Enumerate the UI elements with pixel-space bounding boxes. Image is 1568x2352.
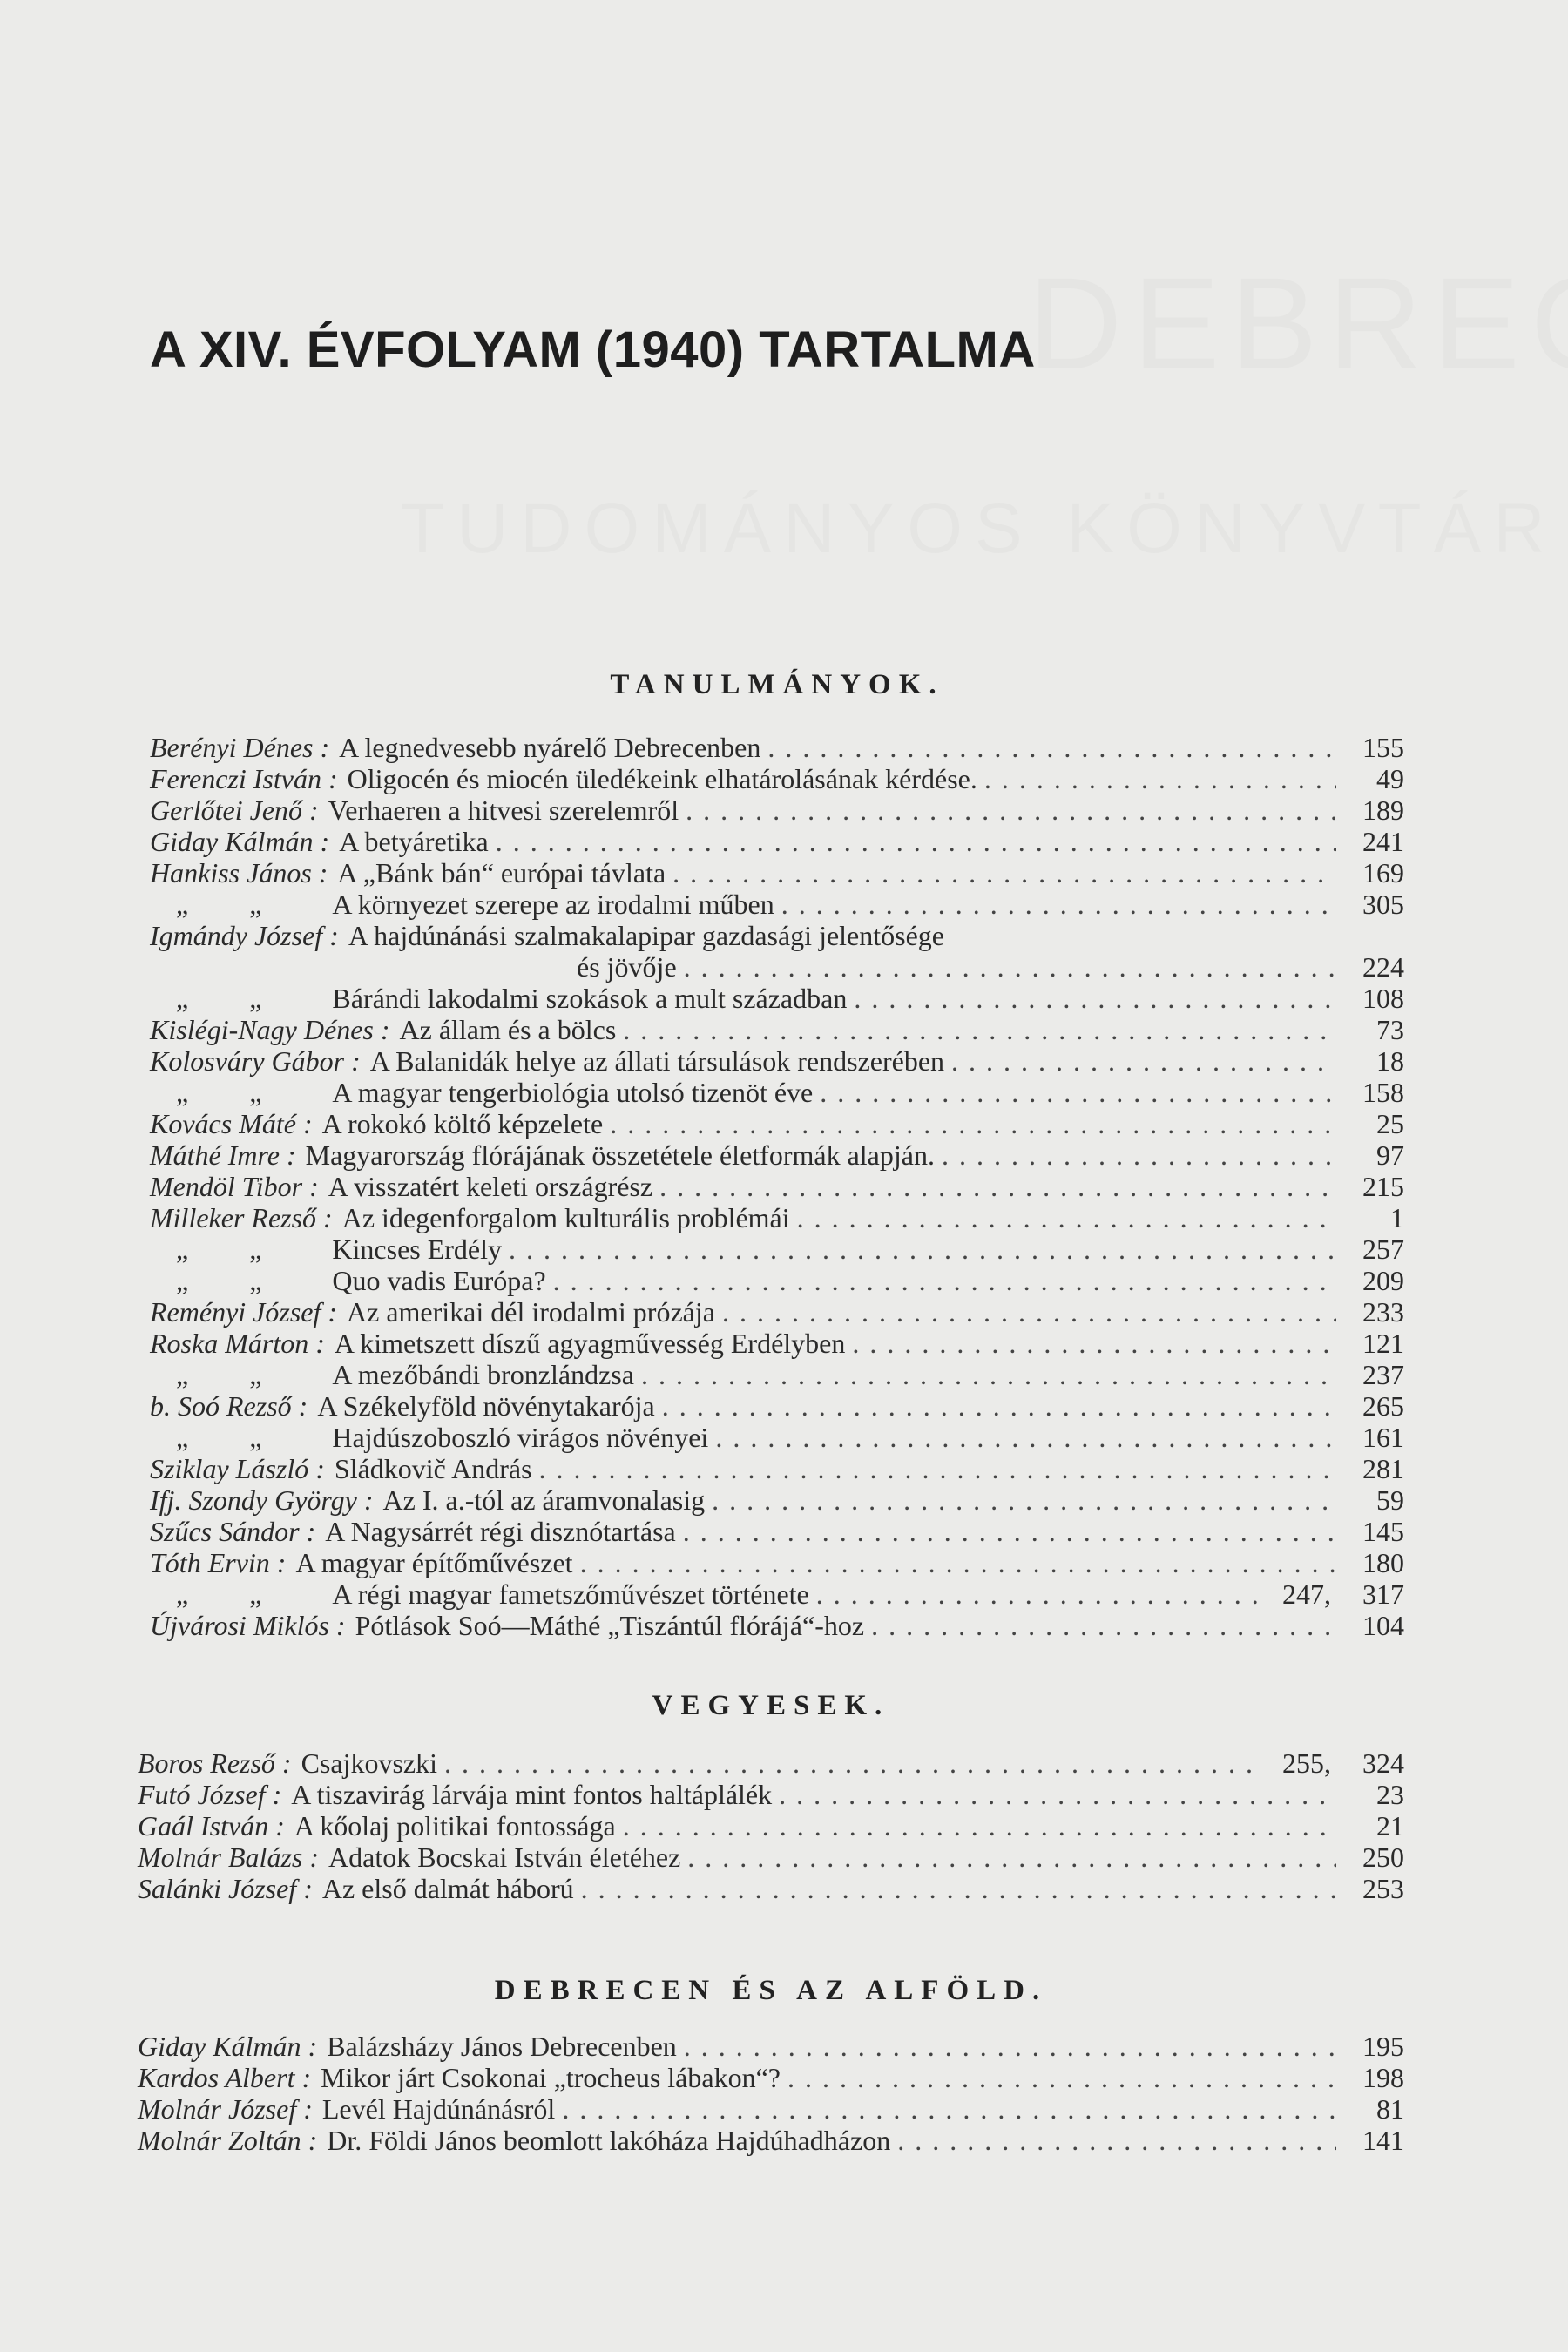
toc-entry	[150, 1547, 1404, 1578]
entry-page: 108	[1362, 983, 1404, 1014]
entry-author: Máthé Imre :	[150, 1139, 296, 1171]
toc-entry	[138, 1747, 1404, 1779]
entry-page: 281	[1362, 1453, 1404, 1484]
entry-author: Boros Rezső :	[138, 1747, 292, 1779]
ditto-mark-author: „	[176, 1077, 189, 1108]
toc-entry	[150, 1171, 1404, 1202]
toc-entry	[138, 2062, 1404, 2093]
entry-page: 121	[1362, 1328, 1404, 1359]
entry-page: 317	[1362, 1578, 1404, 1610]
entry-title: A mezőbándi bronzlándzsa	[332, 1359, 634, 1390]
ditto-mark	[150, 1578, 322, 1610]
entry-list	[138, 2031, 1404, 2156]
entry-title: Adatok Bocskai István életéhez	[328, 1842, 681, 1873]
page-title: A XIV. ÉVFOLYAM (1940) TARTALMA	[150, 321, 1036, 378]
toc-entry	[150, 983, 1404, 1014]
entry-author: Kardos Albert :	[138, 2062, 312, 2093]
dot-leader	[623, 1014, 1336, 1045]
toc-entry	[150, 951, 1404, 983]
entry-list	[150, 732, 1404, 1641]
entry-page: 104	[1362, 1610, 1404, 1641]
entry-page: 241	[1362, 826, 1404, 857]
entry-title: A legnedvesebb nyárelő Debrecenben	[339, 732, 761, 763]
ditto-mark	[150, 1422, 322, 1453]
entry-list	[138, 1747, 1404, 1904]
entry-author: Kislégi-Nagy Dénes :	[150, 1014, 390, 1045]
entry-author: Salánki József :	[138, 1873, 313, 1904]
toc-entry	[138, 1873, 1404, 1904]
entry-author: Kovács Máté :	[150, 1108, 313, 1139]
dot-leader	[984, 763, 1336, 794]
toc-entry	[150, 889, 1404, 920]
entry-page: 265	[1362, 1390, 1404, 1422]
entry-author: Molnár József :	[138, 2093, 313, 2125]
entry-title: A visszatért keleti országrész	[328, 1171, 653, 1202]
toc-entry	[150, 1265, 1404, 1296]
entry-page: 180	[1362, 1547, 1404, 1578]
entry-title: Pótlások Soó—Máthé „Tiszántúl flórájá“-hoz	[355, 1610, 865, 1641]
toc-entry	[138, 2031, 1404, 2062]
dot-leader	[871, 1610, 1336, 1641]
toc-entry	[150, 1014, 1404, 1045]
entry-author: Reményi József :	[150, 1296, 338, 1328]
entry-page: 73	[1376, 1014, 1404, 1045]
ditto-mark-author: „	[176, 983, 189, 1014]
entry-page: 18	[1376, 1045, 1404, 1077]
entry-page: 161	[1362, 1422, 1404, 1453]
entry-author: Gaál István :	[138, 1810, 285, 1842]
toc-entry	[150, 1202, 1404, 1233]
toc-entry	[150, 1578, 1404, 1610]
dot-leader	[662, 1390, 1336, 1422]
toc-entry	[150, 1296, 1404, 1328]
entry-title: A hajdúnánási szalmakalapipar gazdasági jelentősége	[348, 920, 944, 951]
dot-leader	[659, 1171, 1336, 1202]
entry-page: 255,	[1282, 1747, 1331, 1779]
toc-entry	[150, 732, 1404, 763]
entry-author: Berényi Dénes :	[150, 732, 330, 763]
dot-leader	[539, 1453, 1336, 1484]
entry-page: 237	[1362, 1359, 1404, 1390]
ditto-mark-author: „	[176, 889, 189, 920]
entry-author: Mendöl Tibor :	[150, 1171, 319, 1202]
ditto-mark-author: „	[249, 1359, 262, 1390]
entry-page: 1	[1390, 1202, 1404, 1233]
entry-author: Giday Kálmán :	[138, 2031, 318, 2062]
entry-title: Az állam és a bölcs	[399, 1014, 617, 1045]
toc-entry	[150, 1610, 1404, 1641]
entry-title: Hajdúszoboszló virágos növényei	[332, 1422, 709, 1453]
entry-pages	[1265, 1578, 1404, 1610]
watermark-text	[1028, 248, 1568, 399]
dot-leader	[854, 983, 1336, 1014]
section-heading: VEGYESEK.	[652, 1690, 890, 1721]
entry-title: Mikor járt Csokonai „trocheus lábakon“?	[321, 2062, 781, 2093]
dot-leader	[712, 1484, 1336, 1516]
ditto-mark-author: „	[249, 1233, 262, 1265]
entry-page: 155	[1362, 732, 1404, 763]
entry-title: Levél Hajdúnánásról	[321, 2093, 556, 2125]
entry-author: Molnár Zoltán :	[138, 2125, 318, 2156]
toc-entry	[150, 1359, 1404, 1390]
ditto-mark-author: „	[249, 983, 262, 1014]
entry-author: Roska Márton :	[150, 1328, 325, 1359]
entry-author: Kolosváry Gábor :	[150, 1045, 361, 1077]
entry-page: 195	[1362, 2031, 1404, 2062]
dot-leader	[767, 732, 1336, 763]
entry-title: A Nagysárrét régi disznótartása	[325, 1516, 676, 1547]
entry-page: 257	[1362, 1233, 1404, 1265]
entry-title: Az I. a.-tól az áramvonalasig	[382, 1484, 706, 1516]
entry-page: 25	[1376, 1108, 1404, 1139]
ditto-mark-author: „	[176, 1233, 189, 1265]
entry-title: Kincses Erdély	[332, 1233, 503, 1265]
dot-leader	[623, 1810, 1336, 1842]
entry-title: Dr. Földi János beomlott lakóháza Hajdúhadházon	[327, 2125, 891, 2156]
entry-title: Balázsházy János Debrecenben	[327, 2031, 677, 2062]
toc-entry	[150, 1516, 1404, 1547]
entry-author: Hankiss János :	[150, 857, 328, 889]
section-tanulmanyok	[150, 669, 1404, 1641]
entry-page: 209	[1362, 1265, 1404, 1296]
entry-title: A Székelyföld növénytakarója	[317, 1390, 655, 1422]
toc-entry	[138, 2093, 1404, 2125]
entry-page: 21	[1376, 1810, 1404, 1842]
entry-page: 81	[1376, 2093, 1404, 2125]
dot-leader	[562, 2093, 1336, 2125]
entry-page: 224	[1362, 951, 1404, 983]
dot-leader	[610, 1108, 1336, 1139]
entry-title: A betyáretika	[339, 826, 489, 857]
entry-title: A régi magyar fametszőművészet története	[332, 1578, 809, 1610]
entry-title: Verhaeren a hitvesi szerelemről	[328, 794, 679, 826]
section-debrecen	[138, 1975, 1404, 2156]
ditto-mark-author: „	[249, 1422, 262, 1453]
dot-leader	[897, 2125, 1336, 2156]
dot-leader	[797, 1202, 1336, 1233]
ditto-mark-author: „	[249, 889, 262, 920]
entry-page: 305	[1362, 889, 1404, 920]
entry-page: 324	[1362, 1747, 1404, 1779]
dot-leader	[779, 1779, 1336, 1810]
toc-entry	[150, 1422, 1404, 1453]
entry-title: Bárándi lakodalmi szokások a mult században	[332, 983, 848, 1014]
toc-entry	[138, 1779, 1404, 1810]
ditto-mark-author: „	[176, 1359, 189, 1390]
toc-entry	[150, 1390, 1404, 1422]
toc-entry	[138, 2125, 1404, 2156]
entry-pages	[1265, 1747, 1404, 1779]
dot-leader	[684, 951, 1336, 983]
toc-entry	[150, 1328, 1404, 1359]
toc-entry	[150, 763, 1404, 794]
ditto-mark	[150, 1359, 322, 1390]
dot-leader	[715, 1422, 1336, 1453]
entry-title: Az első dalmát háború	[321, 1873, 574, 1904]
entry-title: A kőolaj politikai fontossága	[294, 1810, 616, 1842]
section-heading: TANULMÁNYOK.	[610, 669, 944, 700]
ditto-mark	[150, 983, 322, 1014]
dot-leader	[683, 1516, 1336, 1547]
toc-entry	[150, 826, 1404, 857]
entry-title: Az idegenforgalom kulturális problémái	[341, 1202, 790, 1233]
entry-page: 250	[1362, 1842, 1404, 1873]
dot-leader	[852, 1328, 1336, 1359]
dot-leader	[509, 1233, 1336, 1265]
entry-author: Ifj. Szondy György :	[150, 1484, 374, 1516]
entry-page: 198	[1362, 2062, 1404, 2093]
section-heading: DEBRECEN ÉS AZ ALFÖLD.	[494, 1975, 1048, 2006]
entry-page: 145	[1362, 1516, 1404, 1547]
entry-author: b. Soó Rezső :	[150, 1390, 308, 1422]
toc-entry	[150, 1233, 1404, 1265]
entry-page: 247,	[1282, 1578, 1331, 1610]
entry-title: A magyar tengerbiológia utolsó tizenöt éve	[332, 1077, 814, 1108]
dot-leader	[496, 826, 1336, 857]
entry-author: Szűcs Sándor :	[150, 1516, 316, 1547]
toc-entry	[150, 1484, 1404, 1516]
toc-entry	[150, 1077, 1404, 1108]
dot-leader	[444, 1747, 1258, 1779]
entry-page: 233	[1362, 1296, 1404, 1328]
dot-leader	[722, 1296, 1336, 1328]
entry-page: 158	[1362, 1077, 1404, 1108]
entry-page: 59	[1376, 1484, 1404, 1516]
entry-author: Futó József :	[138, 1779, 282, 1810]
dot-leader	[781, 889, 1336, 920]
ditto-mark	[150, 1265, 322, 1296]
entry-title: A környezet szerepe az irodalmi műben	[332, 889, 774, 920]
entry-page: 253	[1362, 1873, 1404, 1904]
ditto-mark	[150, 1077, 322, 1108]
toc-entry	[150, 1045, 1404, 1077]
watermark-text-secondary	[401, 488, 1558, 570]
entry-author: Igmándy József :	[150, 920, 339, 951]
entry-page: 169	[1362, 857, 1404, 889]
entry-author: Giday Kálmán :	[150, 826, 330, 857]
entry-title: Csajkovszki	[301, 1747, 438, 1779]
toc-entry	[138, 1810, 1404, 1842]
dot-leader	[672, 857, 1336, 889]
entry-title: A kimetszett díszű agyagművesség Erdélyben	[334, 1328, 846, 1359]
entry-page: 23	[1376, 1779, 1404, 1810]
entry-author: Milleker Rezső :	[150, 1202, 333, 1233]
dot-leader	[951, 1045, 1336, 1077]
entry-title: Quo vadis Európa?	[332, 1265, 546, 1296]
ditto-mark	[150, 1233, 322, 1265]
entry-title: A „Bánk bán“ európai távlata	[337, 857, 666, 889]
dot-leader	[553, 1265, 1336, 1296]
dot-leader	[641, 1359, 1336, 1390]
entry-author: Molnár Balázs :	[138, 1842, 319, 1873]
entry-author: Ferenczi István :	[150, 763, 338, 794]
ditto-mark-author: „	[176, 1265, 189, 1296]
entry-title: A magyar építőművészet	[295, 1547, 573, 1578]
entry-title: Magyarország flórájának összetétele életformák alapján.	[305, 1139, 935, 1171]
entry-author: Újvárosi Miklós :	[150, 1610, 346, 1641]
dot-leader	[787, 2062, 1336, 2093]
entry-page: 49	[1376, 763, 1404, 794]
entry-page: 97	[1376, 1139, 1404, 1171]
entry-page: 141	[1362, 2125, 1404, 2156]
ditto-mark-author: „	[249, 1077, 262, 1108]
ditto-mark-author: „	[249, 1265, 262, 1296]
toc-entry	[150, 920, 1404, 951]
entry-title: Az amerikai dél irodalmi prózája	[347, 1296, 715, 1328]
dot-leader	[581, 1873, 1336, 1904]
section-vegyesek	[138, 1690, 1404, 1904]
toc-entry	[150, 1453, 1404, 1484]
dot-leader	[820, 1077, 1336, 1108]
entry-author: Tóth Ervin :	[150, 1547, 287, 1578]
entry-title: Sládkovič András	[334, 1453, 532, 1484]
entry-author: Gerlőtei Jenő :	[150, 794, 319, 826]
ditto-mark-author: „	[249, 1578, 262, 1610]
dot-leader	[942, 1139, 1336, 1171]
entry-title: A Balanidák helye az állati társulások rendszerében	[369, 1045, 945, 1077]
entry-author: Sziklay László :	[150, 1453, 325, 1484]
toc-entry	[138, 1842, 1404, 1873]
dot-leader	[580, 1547, 1336, 1578]
toc-entry	[150, 794, 1404, 826]
ditto-mark-author: „	[176, 1422, 189, 1453]
dot-leader	[684, 2031, 1336, 2062]
dot-leader	[686, 794, 1336, 826]
toc-entry	[150, 857, 1404, 889]
dot-leader	[687, 1842, 1336, 1873]
toc-entry	[150, 1108, 1404, 1139]
entry-page: 189	[1362, 794, 1404, 826]
toc-entry	[150, 1139, 1404, 1171]
dot-leader	[816, 1578, 1258, 1610]
entry-page: 215	[1362, 1171, 1404, 1202]
entry-title-continuation: és jövője	[577, 951, 677, 983]
entry-title: A rokokó költő képzelete	[321, 1108, 604, 1139]
ditto-mark-author: „	[176, 1578, 189, 1610]
entry-title: Oligocén és miocén üledékeink elhatárolásának kérdése.	[347, 763, 977, 794]
ditto-mark	[150, 889, 322, 920]
entry-title: A tiszavirág lárvája mint fontos haltáplálék	[291, 1779, 773, 1810]
